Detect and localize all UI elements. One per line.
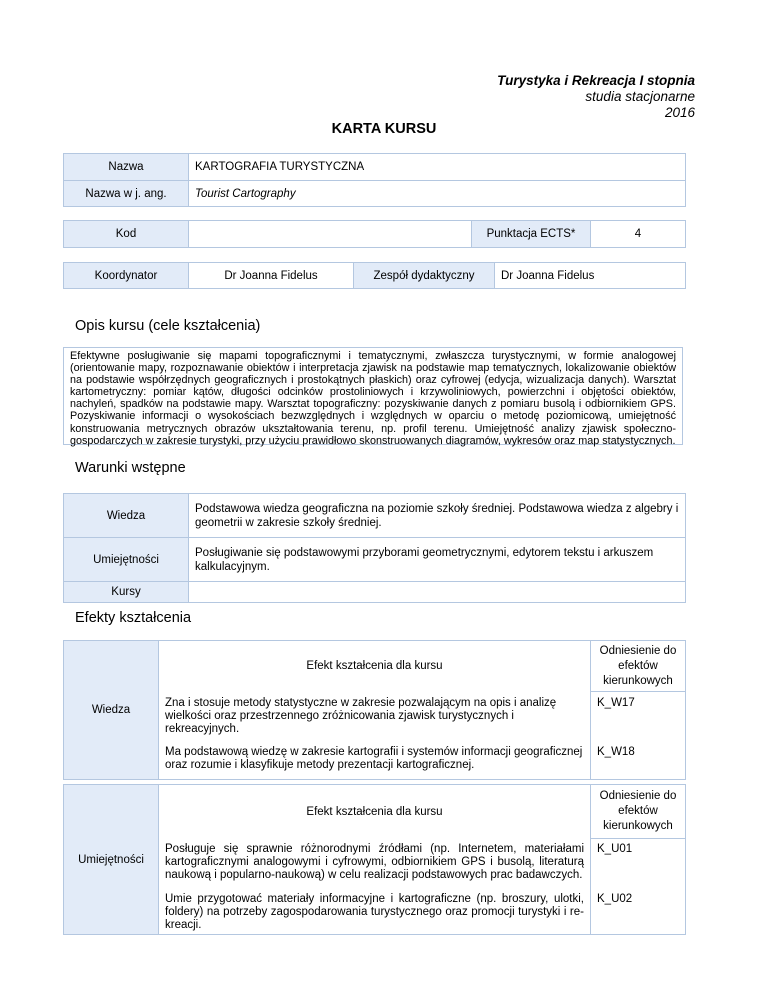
warunki-wiedza-label: Wiedza bbox=[64, 494, 189, 538]
course-name-table bbox=[63, 153, 686, 207]
efekt-ku01-text: Posługuje się sprawnie różnorodnymi źródłami (np. Internetem, materiałami kartograficznymi analogowymi i cyfrowymi, odbiornikiem GPS i busolą, literaturą naukową i popularno-naukową) w celu realizacji podstawowych prac badawczych. bbox=[159, 839, 591, 889]
coordinator-label: Koordynator bbox=[64, 263, 189, 289]
efekty-heading: Efekty kształcenia bbox=[75, 610, 192, 626]
efekty-umiejetnosci-table bbox=[63, 784, 686, 935]
warunki-kursy-label: Kursy bbox=[64, 582, 189, 603]
efekt-ku02-ref: K_U02 bbox=[591, 889, 686, 935]
efekty-wiedza-col-effect: Efekt kształcenia dla kursu bbox=[159, 641, 591, 692]
efekty-umiejetnosci-label: Umiejętności bbox=[64, 785, 159, 935]
efekty-umiejetnosci-col-ref: Odniesienie do efektów kierunkowych bbox=[591, 785, 686, 839]
program-name: Turystyka i Rekreacja I stopnia bbox=[497, 73, 695, 88]
ects-value: 4 bbox=[591, 221, 686, 248]
name-label: Nazwa bbox=[64, 154, 189, 181]
team-label: Zespół dydaktyczny bbox=[354, 263, 495, 289]
code-value bbox=[189, 221, 472, 248]
efekty-wiedza-label: Wiedza bbox=[64, 641, 159, 780]
efekty-umiejetnosci-col-effect: Efekt kształcenia dla kursu bbox=[159, 785, 591, 839]
code-label: Kod bbox=[64, 221, 189, 248]
code-table bbox=[63, 220, 686, 248]
coordinator-table bbox=[63, 262, 686, 289]
warunki-umiejetnosci-value: Posługiwanie się podstawowymi przyborami geometrycznymi, edytorem tekstu i arkuszem kalkulacyjnym. bbox=[189, 538, 686, 582]
efekt-kw18-text: Ma podstawową wiedzę w zakresie kartografii i systemów informacji geograficznej oraz rozumie i klasyfikuje metody prezentacji kartograficznej. bbox=[159, 742, 591, 780]
efekty-wiedza-table bbox=[63, 640, 686, 780]
name-value: KARTOGRAFIA TURYSTYCZNA bbox=[189, 154, 686, 181]
efekt-ku02-text: Umie przygotować materiały informacyjne i kartograficzne (np. broszury, ulotki, foldery) na potrzeby zagospodarowania turystycznego oraz promocji turystyki i re-kreacji. bbox=[159, 889, 591, 935]
warunki-kursy-value bbox=[189, 582, 686, 603]
study-mode: studia stacjonarne bbox=[585, 89, 695, 104]
year: 2016 bbox=[664, 105, 695, 120]
opis-heading: Opis kursu (cele kształcenia) bbox=[75, 318, 261, 334]
warunki-umiejetnosci-label: Umiejętności bbox=[64, 538, 189, 582]
warunki-heading: Warunki wstępne bbox=[75, 460, 186, 476]
name-en-label: Nazwa w j. ang. bbox=[64, 181, 189, 207]
efekt-ku01-ref: K_U01 bbox=[591, 839, 686, 889]
ects-label: Punktacja ECTS* bbox=[472, 221, 591, 248]
coordinator-value: Dr Joanna Fidelus bbox=[189, 263, 354, 289]
team-value: Dr Joanna Fidelus bbox=[495, 263, 686, 289]
efekt-kw17-ref: K_W17 bbox=[591, 692, 686, 742]
warunki-table bbox=[63, 493, 686, 603]
name-en-value: Tourist Cartography bbox=[189, 181, 686, 207]
opis-text: Efektywne posługiwanie się mapami topograficznymi i tematycznymi, zwłaszcza turystycznymi, w formie analogowej (orientowanie mapy, rozpoznawanie obiektów i interpretacja zjawisk na podstawie map tematycznych, lokalizowanie obiektów na podstawie współrzędnych geograficznych i prostokątnych płaskich) oraz cyfrowej (edycja, wizualizacja danych). Warsztat kartometryczny: pomiar kątów, długości odcinków prostoliniowych i krzywoliniowych, powierzchni i objętości obiektów, nachyleń, spadków na podstawie mapy. Warsztat topograficzny: pozyskiwanie danych z pomiaru busolą i odbiornikiem GPS. Pozyskiwanie informacji o wysokościach bezwzględnych i względnych w oparciu o metodę poziomicową, umiejętność konstruowania metrycznych obrazów ukształtowania terenu, np. profil terenu. Umiejętność analizy zjawisk społeczno-gospodarczych w zakresie turystyki, przy użyciu prawidłowo skonstruowanych diagramów, wykresów oraz map statystycznych. bbox=[63, 347, 683, 445]
efekty-wiedza-col-ref: Odniesienie do efektów kierunkowych bbox=[591, 641, 686, 692]
efekt-kw18-ref: K_W18 bbox=[591, 742, 686, 780]
page-title: KARTA KURSU bbox=[331, 121, 437, 137]
efekt-kw17-text: Zna i stosuje metody statystyczne w zakresie pozwalającym na opis i analizę wielkości oraz przestrzennego zróżnicowania zjawisk turystycznych i rekreacyjnych. bbox=[159, 692, 591, 742]
warunki-wiedza-value: Podstawowa wiedza geograficzna na poziomie szkoły średniej. Podstawowa wiedza z algebry i geometrii w zakresie szkoły średniej. bbox=[189, 494, 686, 538]
